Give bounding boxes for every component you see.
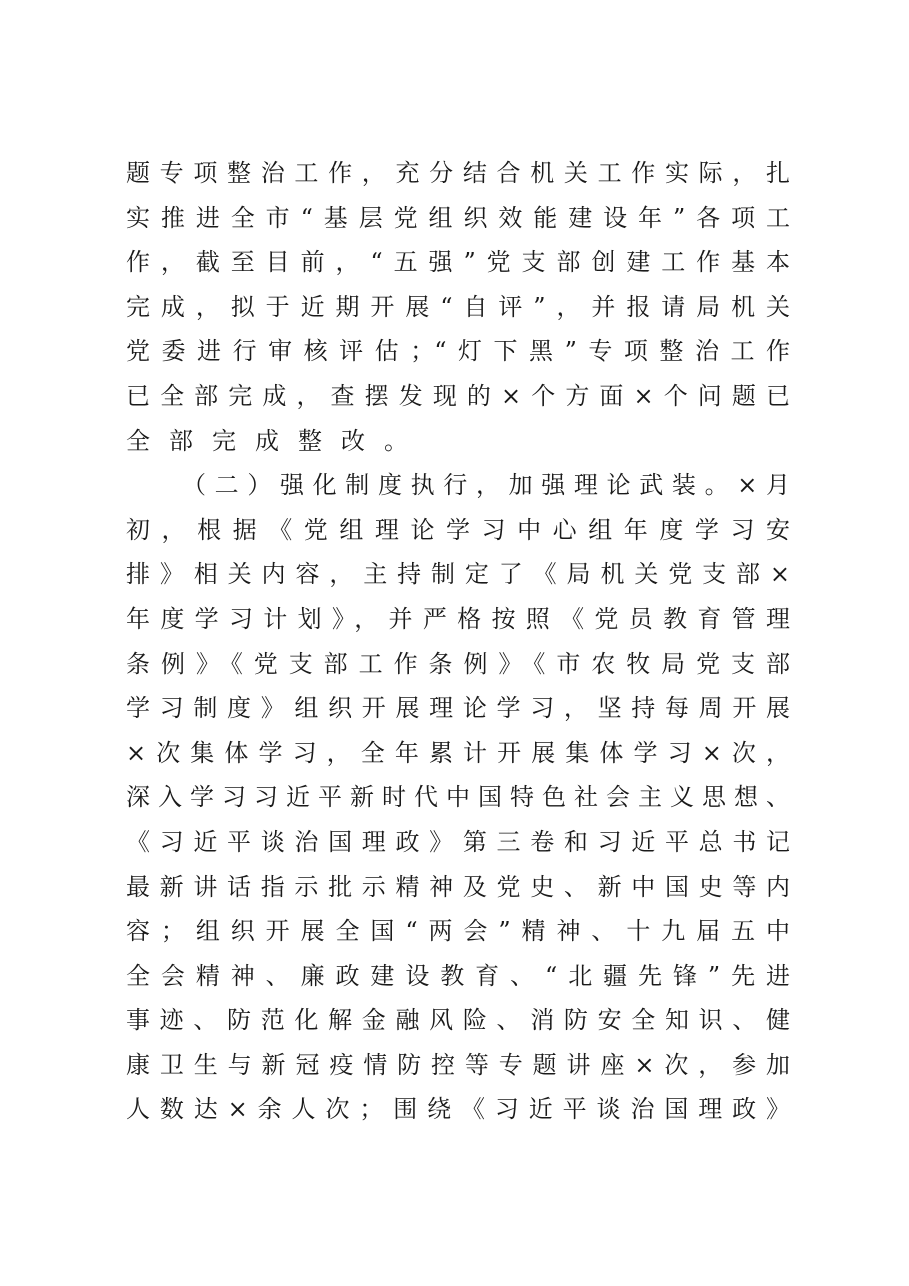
text-line: 完成，拟于近期开展“自评”，并报请局机关 xyxy=(126,292,790,321)
text-line: 排》相关内容，主持制定了《局机关党支部× xyxy=(126,560,790,589)
text-line: 深入学习习近平新时代中国特色社会主义思想、 xyxy=(126,783,790,812)
text-line: 初，根据《党组理论学习中心组年度学习安 xyxy=(126,515,790,544)
body-text xyxy=(126,151,790,1132)
text-line: 学习制度》组织开展理论学习，坚持每周开展 xyxy=(126,694,790,723)
text-line: 事迹、防范化解金融风险、消防安全知识、健 xyxy=(126,1006,790,1035)
text-line: ×次集体学习，全年累计开展集体学习×次， xyxy=(126,738,790,767)
text-line: 全部完成整改。 xyxy=(126,426,427,455)
text-line: 题专项整治工作，充分结合机关工作实际，扎 xyxy=(126,159,790,187)
text-line: 年度学习计划》，并严格按照《党员教育管理 xyxy=(126,604,790,633)
text-line: 实推进全市“基层党组织效能建设年”各项工 xyxy=(126,203,790,232)
text-line: 最新讲话指示批示精神及党史、新中国史等内 xyxy=(126,872,790,901)
text-line: 已全部完成，查摆发现的×个方面×个问题已 xyxy=(126,381,790,410)
text-line: 条例》《党支部工作条例》《市农牧局党支部 xyxy=(126,649,790,678)
text-line: 人数达×余人次；围绕《习近平谈治国理政》 xyxy=(126,1095,790,1124)
text-line: 全会精神、廉政建设教育、“北疆先锋”先进 xyxy=(126,961,790,990)
text-line: 党委进行审核评估；“灯下黑”专项整治工作 xyxy=(126,337,790,366)
text-line: 作，截至目前，“五强”党支部创建工作基本 xyxy=(126,248,790,277)
text-line: 《习近平谈治国理政》第三卷和习近平总书记 xyxy=(126,827,790,856)
text-line: 康卫生与新冠疫情防控等专题讲座×次，参加 xyxy=(126,1050,790,1079)
section-heading-line: （二）强化制度执行，加强理论武装。×月 xyxy=(182,471,790,500)
text-line: 容；组织开展全国“两会”精神、十九届五中 xyxy=(126,917,790,946)
